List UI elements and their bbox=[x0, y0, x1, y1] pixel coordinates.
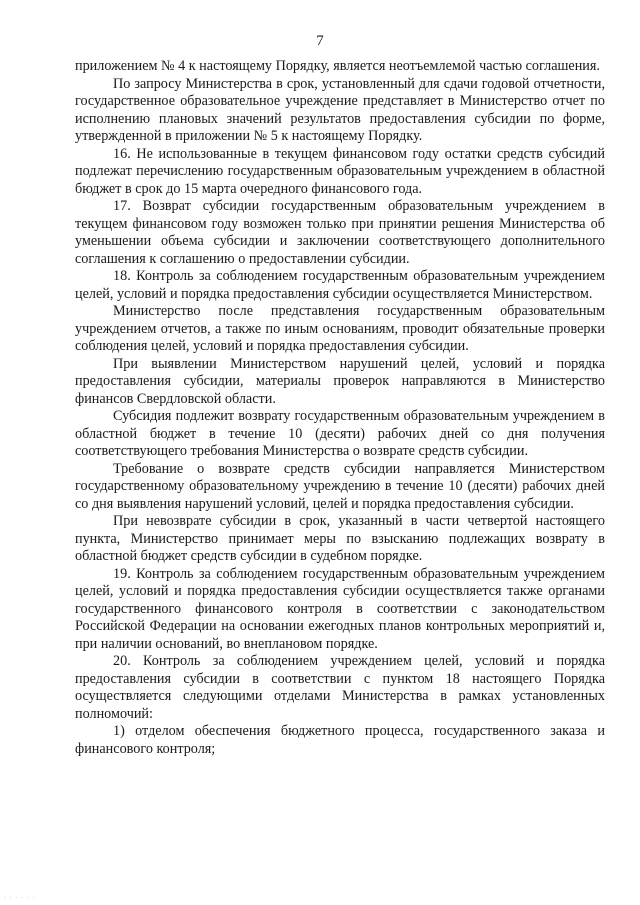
paragraph-item-16: 16. Не использованные в текущем финансовом году остатки средств субсидий подлежат перечислению государственным образовательным учреждением в областной бюджет в срок до 15 марта очередного финансового года. bbox=[75, 145, 605, 197]
paragraph-report-request: По запросу Министерства в срок, установленный для сдачи годовой отчетности, государственное образовательное учреждение представляет в Министерство отчет по исполнению плановых значений результатов предоставления субсидии по форме, утвержденной в приложении № 5 к настоящему Порядку. bbox=[75, 75, 605, 144]
paragraph-return-requirement: Требование о возврате средств субсидии направляется Министерством государственному образовательному учреждению в течение 10 (десяти) рабочих дней со дня выявления нарушений условий, целей и порядка предоставления субсидии. bbox=[75, 460, 605, 512]
paragraph-item-19: 19. Контроль за соблюдением государственным образовательным учреждением целей, условий и порядка предоставления субсидии осуществляется также органами государственного финансового контроля в соответствии с законодательством Российской Федерации на основании ежегодных планов контрольных мероприятий и, при наличии оснований, во внеплановом порядке. bbox=[75, 565, 605, 652]
scan-corner-mark: · · · · · · bbox=[4, 895, 36, 901]
paragraph-item-17: 17. Возврат субсидии государственным образовательным учреждением в текущем финансовом году возможен только при принятии решения Министерства об уменьшении объема субсидии и заключении соответствующего дополнительного соглашения к соглашению о предоставлении субсидии. bbox=[75, 198, 605, 267]
paragraph-ministry-checks: Министерство после представления государственным образовательным учреждением отчетов, а также по иным основаниям, проводит обязательные проверки соблюдения целей, условий и порядка предоставления субсидии. bbox=[75, 303, 605, 354]
paragraph-non-return: При невозврате субсидии в срок, указанный в части четвертой настоящего пункта, Министерство принимает меры по взысканию подлежащих возврату в областной бюджет средств субсидии в судебном порядке. bbox=[75, 513, 605, 564]
paragraph-subitem-1: 1) отделом обеспечения бюджетного процесса, государственного заказа и финансового контроля; bbox=[75, 723, 605, 757]
paragraph-item-20: 20. Контроль за соблюдением учреждением целей, условий и порядка предоставления субсидии в соответствии с пунктом 18 настоящего Порядка осуществляется следующими отделами Министерства в рамках установленных полномочий: bbox=[75, 653, 605, 722]
paragraph-violations: При выявлении Министерством нарушений целей, условий и порядка предоставления субсидии, материалы проверок направляются в Министерство финансов Свердловской области. bbox=[75, 355, 605, 407]
paragraph-item-18: 18. Контроль за соблюдением государственным образовательным учреждением целей, условий и порядка предоставления субсидии осуществляется Министерством. bbox=[75, 268, 605, 302]
paragraph-continuation: приложением № 4 к настоящему Порядку, является неотъемлемой частью соглашения. bbox=[75, 58, 600, 74]
page-number: 7 bbox=[316, 33, 324, 49]
document-body bbox=[75, 58, 605, 758]
paragraph-subsidy-return: Субсидия подлежит возврату государственным образовательным учреждением в областной бюджет в течение 10 (десяти) рабочих дней со дня получения соответствующего требования Министерства о возврате средств субсидии. bbox=[75, 408, 605, 459]
